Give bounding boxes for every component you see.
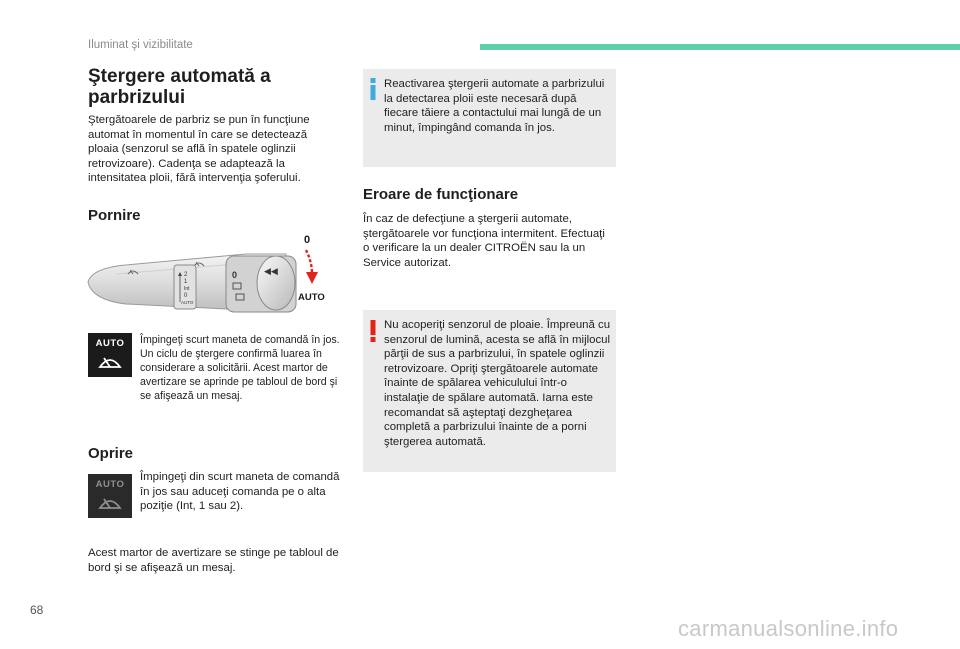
section-header-title: Iluminat şi vizibilitate xyxy=(88,39,193,51)
oprire-instruction: Împingeţi din scurt maneta de comandă în jos sau aduceţi comanda pe o alta poziţie (Int, 1 sau 2). xyxy=(140,471,340,513)
auto-wiper-warning-lamp-off xyxy=(88,474,132,518)
stalk-position-0: 0 xyxy=(184,293,188,299)
stalk-position-1: 1 xyxy=(184,279,188,285)
svg-text:◀◀: ◀◀ xyxy=(264,266,278,276)
section-header-bar xyxy=(480,44,960,50)
stalk-position-auto: AUTO xyxy=(181,300,194,305)
push-down-arrow-icon xyxy=(302,248,324,288)
warning-icon xyxy=(370,320,376,342)
callout-zero-label: 0 xyxy=(304,234,311,246)
auto-lamp-label: AUTO xyxy=(95,338,125,349)
stalk-position-2: 2 xyxy=(184,272,188,278)
warning-note-text: Nu acoperiţi senzorul de ploaie. Împreună cu senzorul de lumină, acesta se află în mijlocul părţii de sus a parbrizului, în spatele oglinzii retrovizoare. Opriţi ştergătoarele automate înainte de spălarea vehiculului într-o instalaţie de spălare automată. Iarna este recomandat să aşteptaţi dezgheţarea completă a parbrizului înainte de a porni ştergerea automată. xyxy=(384,319,611,448)
windscreen-wiper-dim-icon xyxy=(98,492,122,512)
eroare-text: În caz de defecţiune a ştergerii automate, ştergătoarele vor funcţiona intermitent. Efectuaţi o verificare la un dealer CITROËN sau la un Service autorizat. xyxy=(363,213,605,269)
watermark: carmanualsonline.info xyxy=(678,616,899,641)
auto-lamp-off-label: AUTO xyxy=(95,479,125,490)
heading-oprire: Oprire xyxy=(88,445,134,462)
page-title: Ştergere automată a parbrizului xyxy=(88,66,271,108)
svg-text:0: 0 xyxy=(232,270,238,280)
auto-wiper-warning-lamp-on xyxy=(88,333,132,377)
heading-pornire: Pornire xyxy=(88,207,141,224)
page-number: 68 xyxy=(30,603,44,617)
pornire-instruction: Împingeţi scurt maneta de comandă în jos. Un ciclu de ştergere confirmă luarea în considerare a solicitării. Acest martor de avertizare se aprinde pe tabloul de bord şi se afişează un mesaj. xyxy=(140,334,340,402)
info-icon xyxy=(370,78,376,100)
intro-paragraph: Ştergătoarele de parbriz se pun în funcţiune automat în momentul în care se detectează ploaia (senzorul se află în spatele oglinzii retrovizoare). Cadenţa se adaptează la intensitatea ploii, fără intervenţia şoferului. xyxy=(88,114,310,185)
info-note-text: Reactivarea ştergerii automate a parbrizului la detectarea ploii este necesară după fiecare tăiere a contactului mai lungă de un minut, împingând comanda în jos. xyxy=(384,78,605,134)
windscreen-wiper-icon xyxy=(98,351,122,371)
warning-note-box xyxy=(363,310,616,472)
info-note-box xyxy=(363,69,616,167)
callout-push-down xyxy=(296,234,336,304)
heading-eroare: Eroare de funcţionare xyxy=(363,186,519,203)
stalk-position-int: Int xyxy=(184,286,190,292)
oprire-closing: Acest martor de avertizare se stinge pe tabloul de bord şi se afişează un mesaj. xyxy=(88,547,339,574)
callout-auto-label: AUTO xyxy=(298,292,325,303)
